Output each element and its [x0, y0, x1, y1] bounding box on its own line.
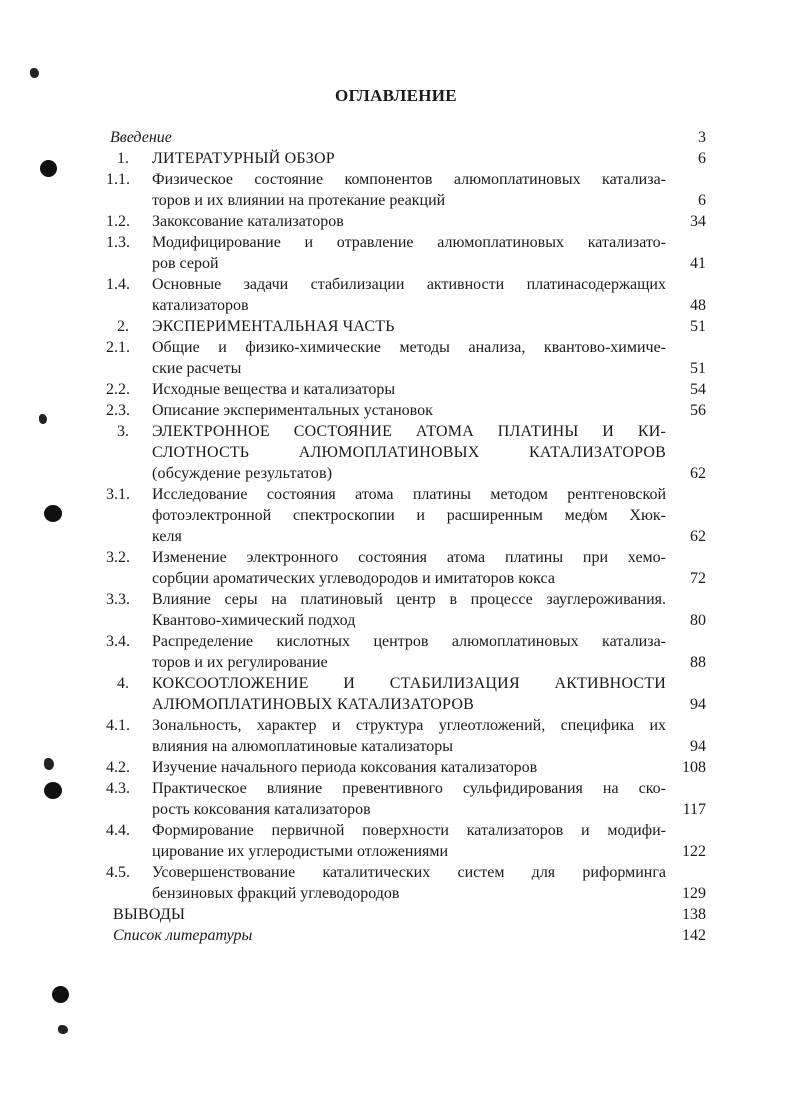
toc-page-number: 54 — [690, 381, 706, 398]
toc-number: 4.1. — [106, 717, 130, 734]
toc-entry — [0, 589, 792, 631]
toc-page-number: 88 — [690, 654, 706, 671]
toc-page-number: 94 — [690, 738, 706, 755]
toc-entry-text: КОКСООТЛОЖЕНИЕ И СТАБИЛИЗАЦИЯ АКТИВНОСТИ АЛЮМОПЛАТИНОВЫХ КАТАЛИЗАТОРОВ — [152, 675, 666, 713]
toc-entry-text: Общие и физико-химические методы анализа, квантово-химиче- ские расчеты — [152, 339, 666, 377]
toc-number: 1. — [117, 150, 129, 167]
toc-page-number: 56 — [690, 402, 706, 419]
toc-page-number: 72 — [690, 570, 706, 587]
toc-entry — [0, 715, 792, 757]
toc-entry — [0, 820, 792, 862]
toc-number: 4.4. — [106, 822, 130, 839]
toc-entry — [0, 757, 792, 778]
toc-section — [0, 148, 792, 169]
toc-number: 3.2. — [106, 549, 130, 566]
toc-entry-text: ЭЛЕКТРОННОЕ СОСТОЯНИЕ АТОМА ПЛАТИНЫ И КИ- СЛОТНОСТЬ АЛЮМОПЛАТИНОВЫХ КАТАЛИЗАТОРОВ (обсуждение результатов) — [152, 423, 666, 482]
toc-page-number: 142 — [682, 927, 706, 944]
toc-number: 1.2. — [106, 213, 130, 230]
toc-number: 3.1. — [106, 486, 130, 503]
toc-page-number: 48 — [690, 297, 706, 314]
toc-entry — [0, 631, 792, 673]
toc-page-number: 41 — [690, 255, 706, 272]
toc-entry — [0, 169, 792, 211]
toc-number: 3.4. — [106, 633, 130, 650]
toc-entry-text: Введение — [110, 129, 172, 146]
toc-entry — [0, 232, 792, 274]
toc-number: 3. — [117, 423, 129, 440]
toc-entry — [0, 547, 792, 589]
toc-entry — [0, 778, 792, 820]
toc-entry — [0, 400, 792, 421]
toc-number: 2.1. — [106, 339, 130, 356]
toc-page-number: 94 — [690, 696, 706, 713]
toc-entry-text: Основные задачи стабилизации активности платинасодержащих катализаторов — [152, 276, 666, 314]
punch-hole — [52, 986, 69, 1003]
toc-page-number: 62 — [690, 465, 706, 482]
toc-page-number: 62 — [690, 528, 706, 545]
scan-speck — [58, 1025, 68, 1034]
toc-entry — [0, 274, 792, 316]
toc-section — [0, 316, 792, 337]
toc-number: 4.3. — [106, 780, 130, 797]
toc-number: 4. — [117, 675, 129, 692]
toc-entry-text: Распределение кислотных центров алюмоплатиновых катализа- торов и их регулирование — [152, 633, 666, 671]
toc-number: 4.2. — [106, 759, 130, 776]
toc-page-number: 51 — [690, 360, 706, 377]
toc-entry-text: Исследование состояния атома платины методом рентгеновской фотоэлектронной спектроскопии и расширенным мед̸ом Хюк- келя — [152, 486, 666, 545]
toc-number: 1.4. — [106, 276, 130, 293]
toc-entry-text: ВЫВОДЫ — [113, 906, 186, 923]
toc-entry — [0, 862, 792, 904]
toc-number: 2.2. — [106, 381, 130, 398]
toc-page-number: 6 — [698, 192, 706, 209]
toc-entry-text: Изменение электронного состояния атома платины при хемо- сорбции ароматических углеводородов и имитаторов кокса — [152, 549, 666, 587]
toc-number: 2. — [117, 318, 129, 335]
scan-speck — [30, 68, 39, 78]
toc-entry-text: ЛИТЕРАТУРНЫЙ ОБЗОР — [152, 150, 335, 167]
toc-page-number: 129 — [682, 885, 706, 902]
toc-entry — [0, 211, 792, 232]
toc-section — [0, 673, 792, 715]
toc-page-number: 34 — [690, 213, 706, 230]
toc-entry-text: ЭКСПЕРИМЕНТАЛЬНАЯ ЧАСТЬ — [152, 318, 395, 335]
toc-entry-text: Влияние серы на платиновый центр в процессе зауглероживания. Квантово-химический подход — [152, 591, 666, 629]
toc-page-number: 117 — [682, 801, 706, 818]
toc-page-number: 3 — [698, 129, 706, 146]
toc-number: 1.3. — [106, 234, 130, 251]
page-title: ОГЛАВЛЕНИЕ — [335, 86, 457, 105]
toc-entry — [0, 904, 792, 925]
toc-number: 1.1. — [106, 171, 130, 188]
toc-page-number: 138 — [682, 906, 706, 923]
toc-page-number: 6 — [698, 150, 706, 167]
toc-entry — [0, 337, 792, 379]
toc-entry — [0, 379, 792, 400]
toc-entry-text: Модифицирование и отравление алюмоплатиновых катализато- ров серой — [152, 234, 666, 272]
toc-number: 2.3. — [106, 402, 130, 419]
toc-entry-text: Практическое влияние превентивного сульфидирования на ско- рость коксования катализаторов — [152, 780, 666, 818]
toc-entry-text: Физическое состояние компонентов алюмоплатиновых катализа- торов и их влиянии на протекание реакций — [152, 171, 666, 209]
toc-entry-text: Усовершенствование каталитических систем для риформинга бензиновых фракций углеводородов — [152, 864, 666, 902]
toc-page-number: 122 — [682, 843, 706, 860]
toc-page-number: 51 — [690, 318, 706, 335]
toc-entry-text: Описание экспериментальных установок — [152, 402, 433, 419]
toc-entry — [0, 484, 792, 547]
toc-number: 4.5. — [106, 864, 130, 881]
toc-page-number: 108 — [682, 759, 706, 776]
toc-entry — [0, 925, 792, 946]
toc-entry-text: Исходные вещества и катализаторы — [152, 381, 396, 398]
toc-section — [0, 421, 792, 484]
toc-page-number: 80 — [690, 612, 706, 629]
toc-entry-text: Зональность, характер и структура углеотложений, специфика их влияния на алюмоплатиновые катализаторы — [152, 717, 666, 755]
toc-entry-text: Изучение начального периода коксования катализаторов — [152, 759, 538, 776]
toc-entry-text: Закоксование катализаторов — [152, 213, 344, 230]
toc-entry-text: Формирование первичной поверхности катализаторов и модифи- цирование их углеродистыми отложениями — [152, 822, 666, 860]
toc-entry — [0, 127, 792, 148]
toc-number: 3.3. — [106, 591, 130, 608]
toc-entry-text: Список литературы — [113, 927, 253, 944]
